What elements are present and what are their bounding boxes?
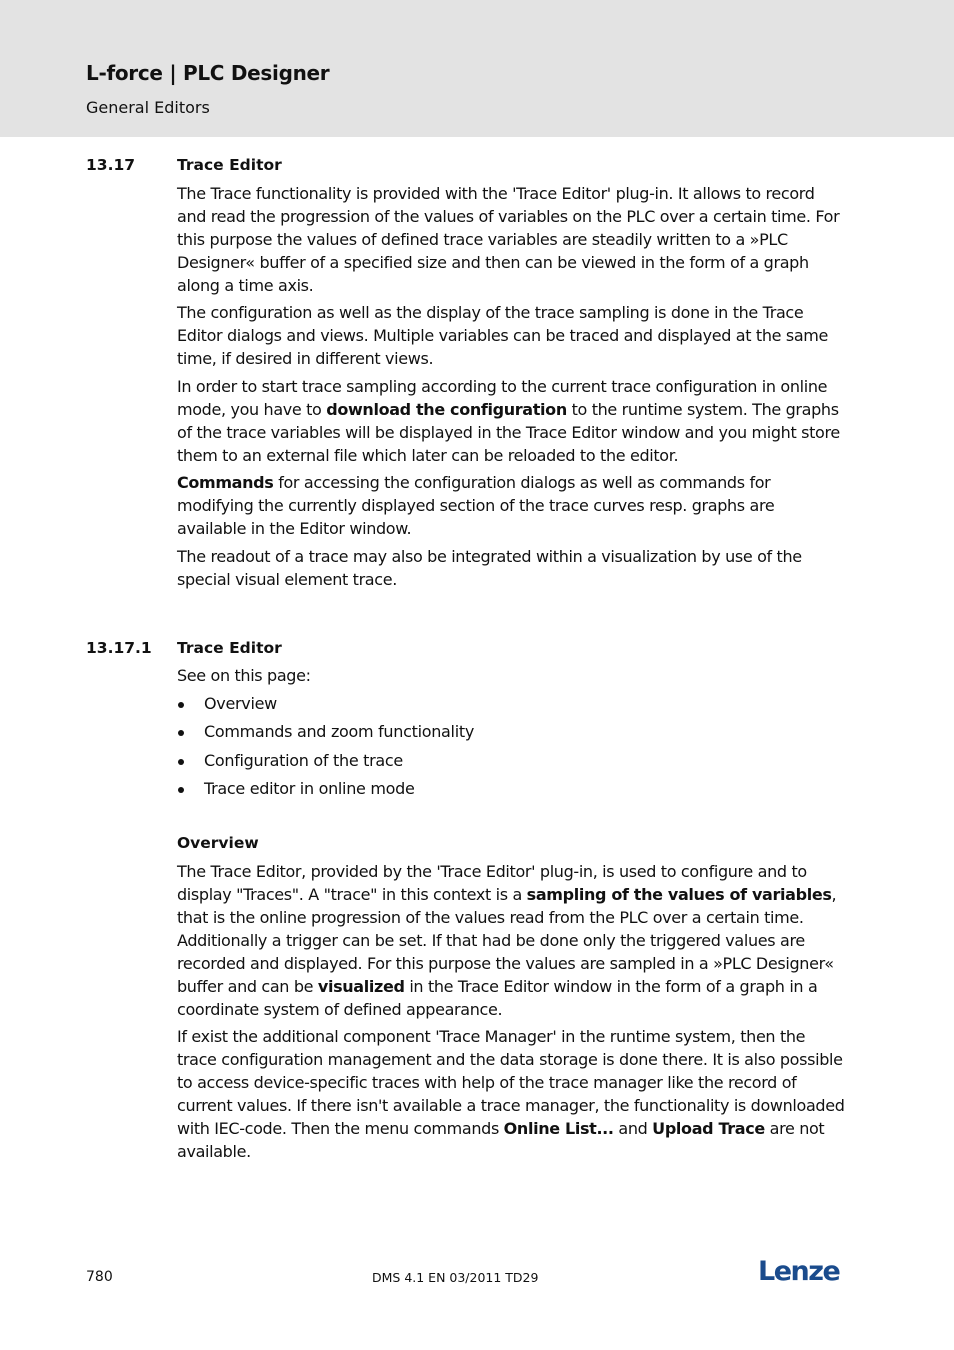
text-run: , that is the online progression of the values read from the PLC over a certain time. Additionally a trigger can be set. If that had be done only the triggered values are recorded and displayed. For this purpose the values are sampled in a »PLC Designer« buffer and can be [177,885,837,996]
bold-text: Online List... [503,1119,614,1138]
text-run: and [613,1119,653,1138]
list-item[interactable] [177,777,474,805]
text-run: If exist the additional component 'Trace Manager' in the runtime system, then the trace configuration management and the data storage is done there. It is also possible to access device-specific traces with help of the trace manager like the record of current values. If there isn't available a trace manager, the functionality is downloaded with IEC-code. Then the menu commands [177,1027,845,1138]
text-run: in the Trace Editor window in the form of a graph in a coordinate system of defined appearance. [177,977,818,1019]
bold-text: sampling of the values of variables [526,885,832,904]
paragraph: The readout of a trace may also be integrated within a visualization by use of the special visual element trace. [177,547,802,589]
text-run: to the runtime system. The graphs of the trace variables will be displayed in the Trace Editor window and you might store them to an external file which later can be reloaded to the editor. [177,400,840,465]
bold-text: visualized [317,977,405,996]
text-run: are not available. [177,1119,825,1161]
list-item-label: Overview [204,694,277,713]
subsection-number: 13.17.1 [86,639,152,657]
paragraph [177,375,845,467]
list-item[interactable] [177,720,474,748]
section-number: 13.17 [86,156,136,174]
page-number: 780 [86,1269,113,1285]
paragraph [177,860,845,1021]
paragraph: The Trace functionality is provided with the 'Trace Editor' plug-in. It allows to record and read the progression of the values of variables on the PLC over a certain time. For this purpose the values of defined trace variables are steadily written to a »PLC Designer« buffer of a specified size and then can be viewed in the form of a graph along a time axis. [177,184,840,295]
document-title: L-force | PLC Designer [86,61,330,85]
list-item-label: Trace editor in online mode [204,778,415,798]
intro-text: See on this page: [177,666,311,685]
lenze-logo: Lenze [758,1256,840,1287]
bold-text: download the configuration [326,400,567,419]
paragraph: The configuration as well as the display of the trace sampling is done in the Trace Editor dialogs and views. Multiple variables can be traced and displayed at the same time, if desired in different views. [177,303,829,368]
subsection-title: Trace Editor [177,639,282,657]
bold-text: Commands [177,473,274,492]
document-subtitle: General Editors [86,98,210,117]
text-run: The Trace Editor, provided by the 'Trace Editor' plug-in, is used to configure and to display "Traces". A "trace" in this context is a [177,862,807,904]
link-list [177,692,474,805]
text-run: for accessing the configuration dialogs as well as commands for modifying the currently displayed section of the trace curves resp. graphs are available in the Editor window. [177,473,775,538]
paragraph [177,1025,845,1163]
list-item[interactable] [177,692,474,720]
section-title: Trace Editor [177,156,282,174]
bold-text: Upload Trace [652,1119,765,1138]
document-reference: DMS 4.1 EN 03/2011 TD29 [372,1270,539,1285]
text-run: In order to start trace sampling according to the current trace configuration in online mode, you have to [177,377,828,419]
list-item-label: Configuration of the trace [204,750,403,770]
paragraph [177,471,845,540]
list-item[interactable] [177,749,474,777]
list-item-label: Commands and zoom functionality [204,722,474,742]
overview-heading: Overview [177,834,259,852]
